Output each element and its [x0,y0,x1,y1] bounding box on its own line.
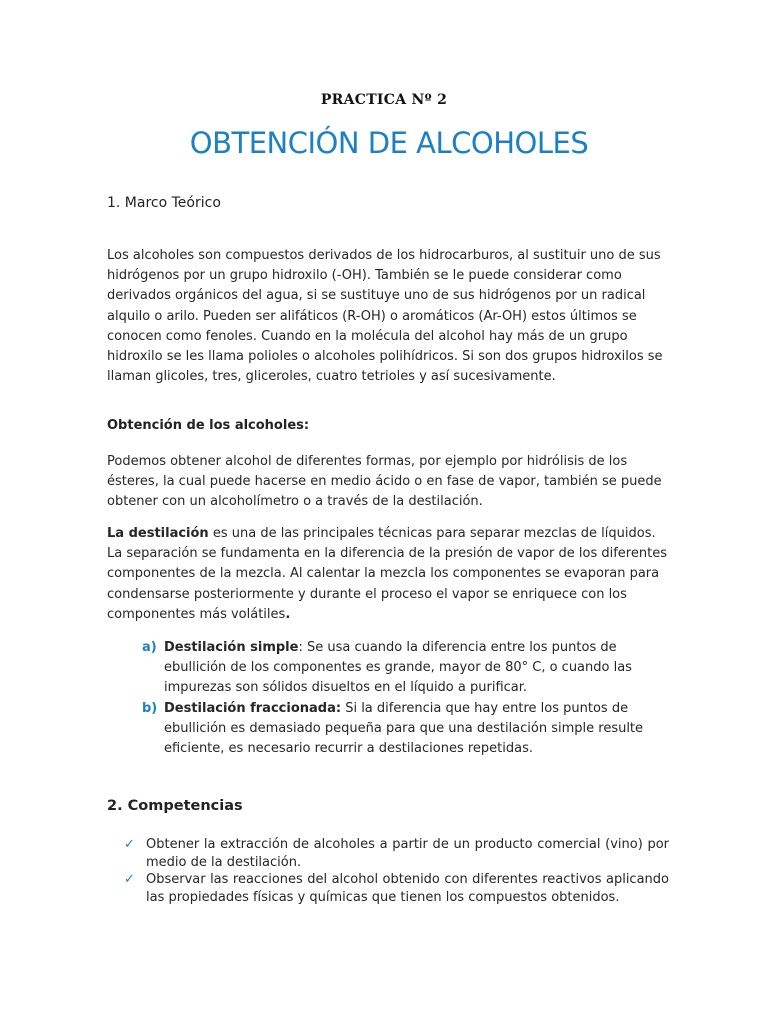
method-text: Si la diferencia que hay entre los puntos de ebullición es demasiado pequeña para que una destilación simple resulte eficiente, es necesario recurrir a destilaciones repetidas. [164,700,644,757]
method-text: : Se usa cuando la diferencia entre los puntos de ebullición de los componentes es grande, mayor de 80° C, o cuando las impurezas son sólidos disueltos en el líquido a purificar. [164,640,632,696]
practice-number: PRACTICA Nº 2 [320,92,448,108]
competencias-list [124,836,669,906]
list-item [142,638,672,699]
destilacion-text: es una de las principales técnicas para separar mezclas de líquidos. La separación se fundamenta en la diferencia de la presión de vapor de los diferentes componentes de la mezcla. Al calentar la mezcla los componentes se evaporan para condensarse posteriormente y durante el proceso el vapor se enriquece con los componentes más volátiles [107,526,667,622]
checkmark-icon: ✓ [124,837,135,852]
competencia-text: Obtener la extracción de alcoholes a partir de un producto comercial (vino) por medio de la destilación. [146,837,669,870]
list-item [142,699,672,760]
destilacion-methods-list [142,638,672,759]
checkmark-icon: ✓ [124,872,135,887]
destilacion-paragraph [107,524,667,625]
destilacion-term: La destilación [107,526,209,541]
list-marker: b) [142,700,158,716]
list-item [124,836,669,871]
list-item [124,871,669,906]
method-term: Destilación fraccionada: [164,700,342,716]
document-title: OBTENCIÓN DE ALCOHOLES [189,126,589,160]
marco-teorico-paragraph: Los alcoholes son compuestos derivados de los hidrocarburos, al sustituir uno de sus hidrógenos por un grupo hidroxilo (-OH). También se le puede considerar como derivados orgánicos del agua, si se sustituye uno de sus hidrógenos por un radical alquilo o arilo. Pueden ser alifáticos (R-OH) o aromáticos (Ar-OH) estos últimos se conocen como fenoles. Cuando en la molécula del alcohol hay más de un grupo hidroxilo se les llama polioles o alcoholes polihídricos. Si son dos grupos hidroxilos se llaman glicoles, tres, gliceroles, cuatro tetrioles y así sucesivamente. [107,248,663,385]
subheading-obtencion: Obtención de los alcoholes: [107,418,310,433]
section-heading-competencias: 2. Competencias [107,798,243,814]
list-marker: a) [142,640,157,655]
section-heading-marco-teorico: 1. Marco Teórico [107,195,221,211]
method-term: Destilación simple [164,640,299,655]
destilacion-end: . [285,606,291,622]
obtencion-paragraph: Podemos obtener alcohol de diferentes formas, por ejemplo por hidrólisis de los ésteres, la cual puede hacerse en medio ácido o en fase de vapor, también se puede obtener con un alcoholímetro o a través de la destilación. [107,454,662,510]
competencia-text: Observar las reacciones del alcohol obtenido con diferentes reactivos aplicando las propiedades físicas y químicas que tienen los compuestos obtenidos. [146,872,669,905]
